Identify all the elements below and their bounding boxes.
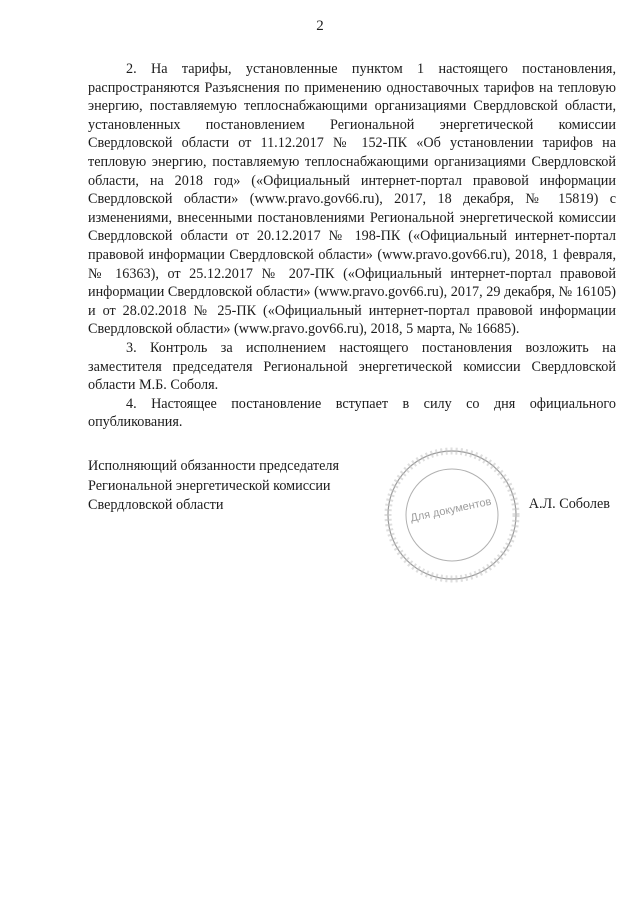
- signature-title-line: Свердловской области: [88, 497, 224, 513]
- signature-title-line: Исполняющий обязанности председателя: [88, 458, 339, 474]
- signature-title: [88, 457, 339, 516]
- seal-text: Для документов: [409, 495, 493, 525]
- signatory-name: А.Л. Соболев: [528, 496, 610, 512]
- paragraph-2: 2. На тарифы, установленные пунктом 1 настоящего постановления, распространяются Разъяснения по применению одноставочных тарифов на тепловую энергию, поставляемую теплоснабжающими организациями Свердловской области, установленных постановлением Региональной энергетической комиссии Свердловской области от 11.12.2017 № 152-ПК «Об установлении тарифов на тепловую энергию, поставляемую теплоснабжающими организациями Свердловской области, на 2018 год» («Официальный интернет-портал правовой информации Свердловской области» (www.pravo.gov66.ru), 2017, 18 декабря, № 15819) с изменениями, внесенными постановлениями Региональной энергетической комиссии Свердловской области от 20.12.2017 № 198-ПК («Официальный интернет-портал правовой информации Свердловской области» (www.pravo.gov66.ru), 2018, 1 февраля, № 16363), от 25.12.2017 № 207-ПК («Официальный интернет-портал правовой информации Свердловской области» (www.pravo.gov66.ru), 2017, 29 декабря, № 16105) и от 28.02.2018 № 25-ПК («Официальный интернет-портал правовой информации Свердловской области» (www.pravo.gov66.ru), 2018, 5 марта, № 16685).: [88, 61, 616, 338]
- page-number: 2: [316, 18, 324, 34]
- document-body: [88, 60, 616, 432]
- signature-title-line: Региональной энергетической комиссии: [88, 477, 331, 494]
- paragraph-4: 4. Настоящее постановление вступает в силу со дня официального опубликования.: [88, 395, 616, 431]
- paragraph-3: 3. Контроль за исполнением настоящего постановления возложить на заместителя председателя Региональной энергетической комиссии Свердловской области М.Б. Соболя.: [88, 339, 616, 394]
- official-seal: [382, 445, 522, 585]
